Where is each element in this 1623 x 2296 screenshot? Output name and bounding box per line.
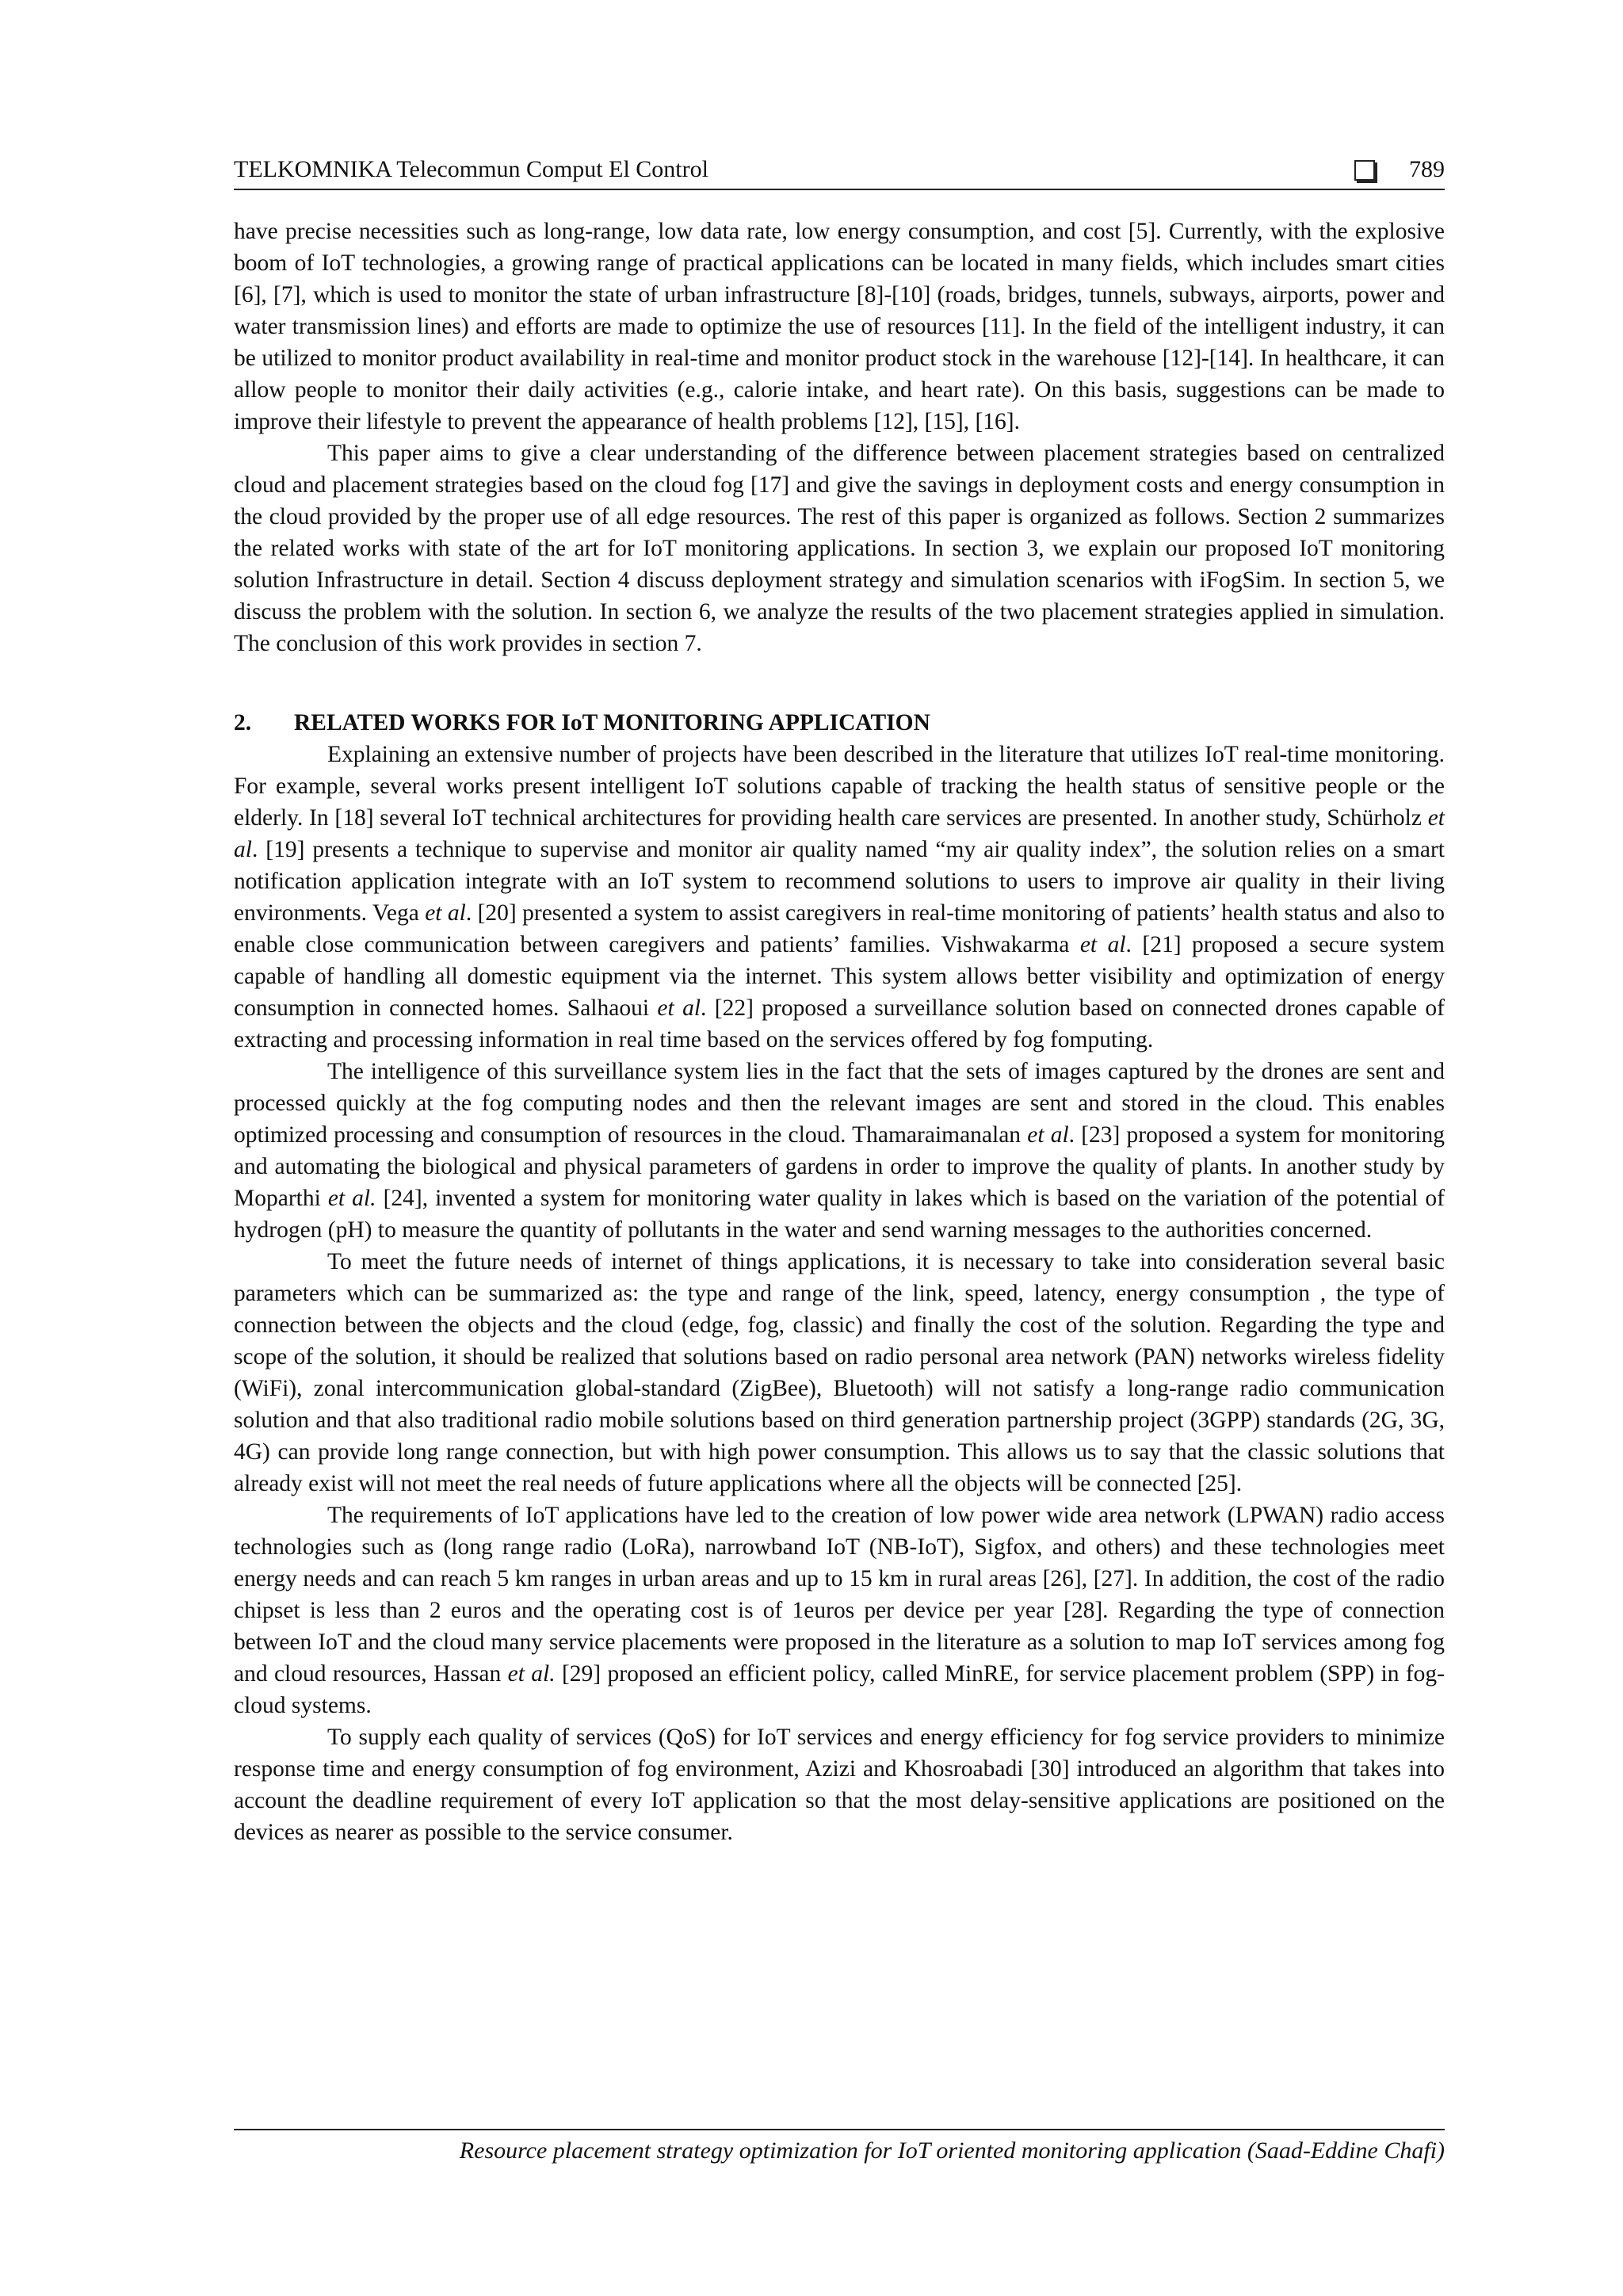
et-al: et al: [425, 900, 466, 926]
running-header: [234, 154, 1445, 190]
text-run: . [22] proposed a surveillance solution based on connected drones capable of extracting and processing information in real time based on the services offered by fog fomputing.: [234, 995, 1445, 1052]
paragraph: have precise necessities such as long-range, low data rate, low energy consumption, and cost [5]. Currently, with the explosive boom of IoT technologies, a growing range of practical applications can be located in many fields, which includes smart cities [6], [7], which is used to monitor the state of urban infrastructure [8]-[10] (roads, bridges, tunnels, subways, airports, power and water transmission lines) and efforts are made to optimize the use of resources [11]. In the field of the intelligent industry, it can be utilized to monitor product availability in real-time and monitor product stock in the warehouse [12]-[14]. In healthcare, it can allow people to monitor their daily activities (e.g., calorie intake, and heart rate). On this basis, suggestions can be made to improve their lifestyle to prevent the appearance of health problems [12], [15], [16].: [234, 219, 1445, 434]
paragraph: This paper aims to give a clear understanding of the difference between placement strategies based on centralized cloud and placement strategies based on the cloud fog [17] and give the savings in deployment costs and energy consumption in the cloud provided by the proper use of all edge resources. The rest of this paper is organized as follows. Section 2 summarizes the related works with state of the art for IoT monitoring applications. In section 3, we explain our proposed IoT monitoring solution Infrastructure in detail. Section 4 discuss deployment strategy and simulation scenarios with iFogSim. In section 5, we discuss the problem with the solution. In section 6, we analyze the results of the two placement strategies applied in simulation. The conclusion of this work provides in section 7.: [234, 441, 1445, 656]
page-content: [234, 154, 1445, 1848]
checkbox-square-icon: [1354, 160, 1375, 181]
et-al: et al.: [507, 1661, 556, 1687]
paragraph: [234, 739, 1445, 1056]
et-al: et al: [1079, 932, 1126, 957]
text-run: [24], invented a system for monitoring water quality in lakes which is based on the variation of the potential of hydrogen (pH) to measure the quantity of pollutants in the water and send warning messages to the authorities concerned.: [234, 1186, 1445, 1243]
et-al: et al: [657, 995, 701, 1021]
running-footer: [234, 2129, 1445, 2167]
text-run: . [20] presented a system to assist caregivers in real-time monitoring of patients’ health status and also to enable close communication between caregivers and patients’ families. Vishwakarma: [234, 900, 1445, 957]
text-run: [29] proposed an efficient policy, called MinRE, for service placement problem (SPP) in fog-cloud systems.: [234, 1661, 1445, 1718]
paragraph: To supply each quality of services (QoS) for IoT services and energy efficiency for fog service providers to minimize response time and energy consumption of fog environment, Azizi and Khosroabadi [30] introduced an algorithm that takes into account the deadline requirement of every IoT application so that the most delay-sensitive applications are positioned on the devices as nearer as possible to the service consumer.: [234, 1725, 1445, 1845]
text-run: Explaining an extensive number of projects have been described in the literature that utilizes IoT real-time monitoring. For example, several works present intelligent IoT solutions capable of tracking the health status of sensitive people or the elderly. In [18] several IoT technical architectures for providing health care services are presented. In another study, Schürholz: [234, 742, 1445, 831]
footer-title: Resource placement strategy optimization for IoT oriented monitoring application (Saad-Eddine Chafi): [459, 2137, 1445, 2164]
et-al: et al: [1027, 1122, 1069, 1148]
page-number: 789: [1409, 156, 1445, 182]
section-heading: [234, 707, 1445, 739]
paragraph: To meet the future needs of internet of things applications, it is necessary to take into consideration several basic parameters which can be summarized as: the type and range of the link, speed, latency, energy consumption , the type of connection between the objects and the cloud (edge, fog, classic) and finally the cost of the solution. Regarding the type and scope of the solution, it should be realized that solutions based on radio personal area network (PAN) networks wireless fidelity (WiFi), zonal intercommunication global-standard (ZigBee), Bluetooth) will not satisfy a long-range radio communication solution and that also traditional radio mobile solutions based on third generation partnership project (3GPP) standards (2G, 3G, 4G) can provide long range connection, but with high power consumption. This allows us to say that the classic solutions that already exist will not meet the real needs of future applications where all the objects will be connected [25].: [234, 1249, 1445, 1496]
journal-name: TELKOMNIKA Telecommun Comput El Control: [234, 156, 708, 182]
text-run: . [21] proposed a secure system capable of handling all domestic equipment via the internet. This system allows better visibility and optimization of energy consumption in connected homes. Salhaoui: [234, 932, 1445, 1021]
et-al: et al: [234, 805, 1445, 862]
text-run: The intelligence of this surveillance system lies in the fact that the sets of images captured by the drones are sent and processed quickly at the fog computing nodes and then the relevant images are sent and stored in the cloud. This enables optimized processing and consumption of resources in the cloud. Thamaraimanalan: [234, 1059, 1445, 1148]
text-run: . [19] presents a technique to supervise and monitor air quality named “my air quality index”, the solution relies on a smart notification application integrate with an IoT system to recommend solutions to users to improve air quality in their living environments. Vega: [234, 837, 1445, 926]
text-run: . [23] proposed a system for monitoring and automating the biological and physical parameters of gardens in order to improve the quality of plants. In another study by Moparthi: [234, 1122, 1445, 1211]
section-number: 2.: [234, 710, 252, 735]
text-run: The requirements of IoT applications have led to the creation of low power wide area network (LPWAN) radio access technologies such as (long range radio (LoRa), narrowband IoT (NB-IoT), Sigfox, and others) and these technologies meet energy needs and can reach 5 km ranges in urban areas and up to 15 km in rural areas [26], [27]. In addition, the cost of the radio chipset is less than 2 euros and the operating cost is of 1euros per device per year [28]. Regarding the type of connection between IoT and the cloud many service placements were proposed in the literature as a solution to map IoT services among fog and cloud resources, Hassan: [234, 1503, 1445, 1687]
paragraph: [234, 1056, 1445, 1246]
body-text: [234, 216, 1445, 1848]
section-title: RELATED WORKS FOR IoT MONITORING APPLICATION: [294, 710, 930, 735]
et-al: et al.: [327, 1186, 376, 1211]
paragraph: [234, 1499, 1445, 1721]
